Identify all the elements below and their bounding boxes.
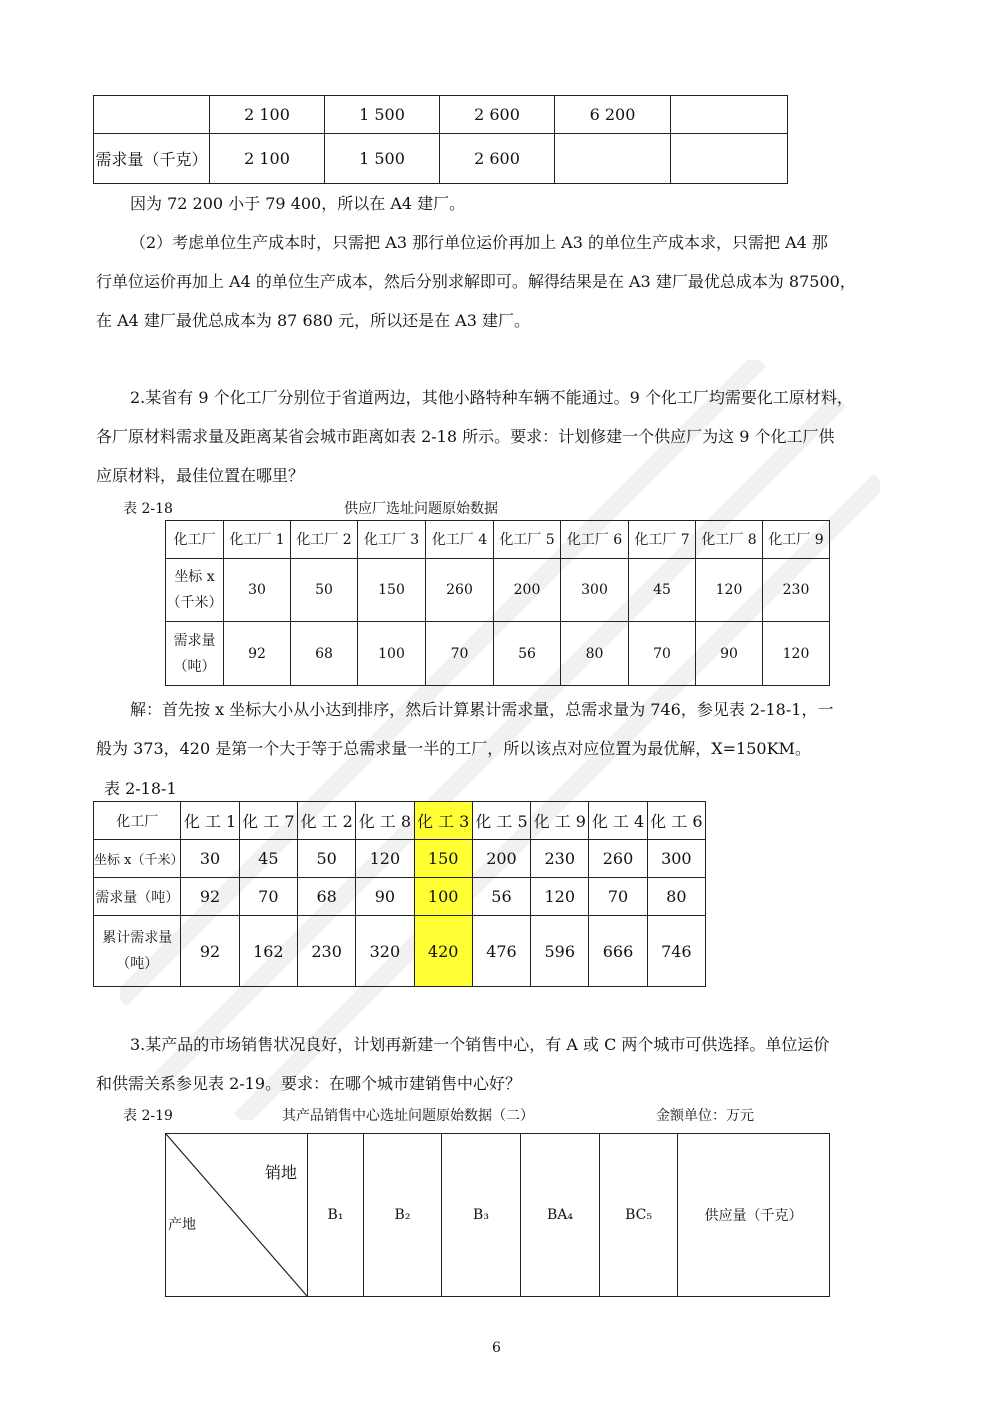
table-header-cell: 化工厂 1 xyxy=(224,521,291,559)
table-cell: 92 xyxy=(224,622,291,686)
table-cell: 92 xyxy=(181,916,239,987)
table-cell: 300 xyxy=(647,840,705,878)
table-header-cell: 化 工 1 xyxy=(181,802,239,840)
table-row xyxy=(94,878,706,916)
solution-line: 般为 373，420 是第一个大于等于总需求量一半的工厂，所以该点对应位置为最优解，X=150KM。 xyxy=(96,739,811,758)
table-row xyxy=(94,134,788,184)
table-cell: 92 xyxy=(181,878,239,916)
table-cell-highlighted: 150 xyxy=(414,840,472,878)
table-cell: 70 xyxy=(239,878,297,916)
table-header-cell: 化工厂 8 xyxy=(696,521,763,559)
question-3-line: 3.某产品的市场销售状况良好，计划再新建一个销售中心，有 A 或 C 两个城市可供选择。单位运价 xyxy=(130,1035,830,1054)
table-header-cell: 化 工 5 xyxy=(472,802,530,840)
table-cell: 6 200 xyxy=(555,96,671,134)
table-header-cell: 化 工 9 xyxy=(531,802,589,840)
row-label-demand xyxy=(166,622,224,686)
table-2-18 xyxy=(165,520,830,686)
table-cell: 70 xyxy=(426,622,494,686)
table-header-cell: 化工厂 3 xyxy=(358,521,426,559)
paragraph-line: 在 A4 建厂最优总成本为 87 680 元，所以还是在 A3 建厂。 xyxy=(96,311,530,330)
table-row xyxy=(94,916,706,987)
table-header-cell: 化工厂 6 xyxy=(561,521,629,559)
table-cell: 30 xyxy=(224,559,291,622)
table-header-cell: 化工厂 4 xyxy=(426,521,494,559)
table-header-cell: B₂ xyxy=(364,1134,442,1297)
table-header-cell: 化工厂 2 xyxy=(291,521,358,559)
diagonal-corner-cell xyxy=(166,1134,308,1297)
table-header-cell: BC₅ xyxy=(600,1134,678,1297)
table-cell: 2 600 xyxy=(440,96,555,134)
table-cell-highlighted: 100 xyxy=(414,878,472,916)
table-cell: 68 xyxy=(297,878,355,916)
table-header-cell: 化工厂 5 xyxy=(494,521,561,559)
table-cell: 300 xyxy=(561,559,629,622)
table-header-row xyxy=(94,802,706,840)
table-cell: 200 xyxy=(494,559,561,622)
table-cell: 需求量（千克） xyxy=(94,134,210,184)
table-cell: 1 500 xyxy=(325,96,440,134)
table-header-cell: B₁ xyxy=(308,1134,364,1297)
table-cell: 30 xyxy=(181,840,239,878)
row-label-line: 累计需求量 xyxy=(102,930,173,946)
page-number: 6 xyxy=(492,1340,501,1356)
table-header-cell: 化工厂 xyxy=(166,521,224,559)
table-2-19 xyxy=(165,1133,830,1297)
table-cell: 50 xyxy=(297,840,355,878)
table-row xyxy=(94,840,706,878)
table-row xyxy=(166,622,830,686)
table-cell: 200 xyxy=(472,840,530,878)
table-cell: 230 xyxy=(531,840,589,878)
row-label-coordinate xyxy=(166,559,224,622)
table-cell: 2 600 xyxy=(440,134,555,184)
solution-line: 解：首先按 x 坐标大小从小达到排序，然后计算累计需求量，总需求量为 746，参见表 2-18-1，一 xyxy=(130,700,834,719)
table-label: 表 2-18-1 xyxy=(104,779,177,798)
table-cell: 162 xyxy=(239,916,297,987)
table-cell: 90 xyxy=(696,622,763,686)
row-label-cumulative xyxy=(94,916,181,987)
table-cell: 70 xyxy=(589,878,647,916)
table-title: 供应厂选址问题原始数据 xyxy=(344,501,498,517)
table-cell: 150 xyxy=(358,559,426,622)
table-cell: 1 500 xyxy=(325,134,440,184)
table-cell: 80 xyxy=(647,878,705,916)
table-cell: 100 xyxy=(358,622,426,686)
table-cell: 90 xyxy=(356,878,414,916)
row-label-coordinate: 坐标 x（千米） xyxy=(94,840,181,878)
question-2-line: 2.某省有 9 个化工厂分别位于省道两边，其他小路特种车辆不能通过。9 个化工厂均需要化工原材料， xyxy=(130,388,853,407)
table-header-row xyxy=(166,521,830,559)
table-label: 表 2-19 xyxy=(123,1108,173,1124)
table-header-cell: 化 工 8 xyxy=(356,802,414,840)
paragraph-conclusion: 因为 72 200 小于 79 400，所以在 A4 建厂。 xyxy=(130,194,466,213)
table-header-cell: 化 工 2 xyxy=(297,802,355,840)
table-header-row xyxy=(166,1134,830,1297)
table-cell: 260 xyxy=(589,840,647,878)
question-2-line: 各厂原材料需求量及距离某省会城市距离如表 2-18 所示。要求：计划修建一个供应厂为这 9 个化工厂供 xyxy=(96,427,835,446)
table-cell: 666 xyxy=(589,916,647,987)
table-header-cell: 供应量（千克） xyxy=(678,1134,830,1297)
row-label-line: （千米） xyxy=(166,595,223,611)
table-cell: 746 xyxy=(647,916,705,987)
row-label-line: 需求量 xyxy=(173,632,216,649)
table-header-cell: 化工厂 xyxy=(94,802,181,840)
paragraph-line: （2）考虑单位生产成本时，只需把 A3 那行单位运价再加上 A3 的单位生产成本求，只需把 A4 那 xyxy=(130,233,828,252)
table-cell: 45 xyxy=(239,840,297,878)
table-cell xyxy=(555,134,671,184)
table-label: 表 2-18 xyxy=(123,501,173,517)
row-label-line: （吨） xyxy=(173,658,216,675)
table-cell: 260 xyxy=(426,559,494,622)
table-unit: 金额单位：万元 xyxy=(656,1108,754,1124)
table-cell: 70 xyxy=(629,622,696,686)
row-label-line: （吨） xyxy=(116,956,159,972)
corner-top-label: 销地 xyxy=(264,1163,297,1182)
table-cell: 2 100 xyxy=(210,134,325,184)
table-cell: 56 xyxy=(472,878,530,916)
question-2-line: 应原材料，最佳位置在哪里？ xyxy=(96,466,305,485)
table-row xyxy=(166,559,830,622)
table-cell: 230 xyxy=(297,916,355,987)
table-cell: 596 xyxy=(531,916,589,987)
table-header-cell: 化 工 4 xyxy=(589,802,647,840)
table-header-cell: 化 工 6 xyxy=(647,802,705,840)
table-title: 其产品销售中心选址问题原始数据（二） xyxy=(282,1108,534,1124)
row-label-line: 坐标 x xyxy=(174,569,215,585)
table-header-cell: 化 工 7 xyxy=(239,802,297,840)
table-cell: 120 xyxy=(696,559,763,622)
table-2-18-1 xyxy=(93,801,706,987)
table-cell: 120 xyxy=(531,878,589,916)
table-header-cell: B₃ xyxy=(442,1134,521,1297)
table-row xyxy=(94,96,788,134)
table-cell: 2 100 xyxy=(210,96,325,134)
table-cell xyxy=(671,134,788,184)
table-cell xyxy=(94,96,210,134)
table-cell: 120 xyxy=(763,622,830,686)
row-label-demand: 需求量（吨） xyxy=(94,878,181,916)
table-cell xyxy=(671,96,788,134)
table-header-cell-highlighted: 化 工 3 xyxy=(414,802,472,840)
table-cell: 476 xyxy=(472,916,530,987)
table-cell-highlighted: 420 xyxy=(414,916,472,987)
corner-bottom-label: 产地 xyxy=(168,1217,196,1233)
table-header-cell: 化工厂 9 xyxy=(763,521,830,559)
table-cell: 320 xyxy=(356,916,414,987)
table-header-cell: 化工厂 7 xyxy=(629,521,696,559)
table-top xyxy=(93,95,788,184)
table-cell: 80 xyxy=(561,622,629,686)
table-cell: 50 xyxy=(291,559,358,622)
table-cell: 120 xyxy=(356,840,414,878)
table-cell: 68 xyxy=(291,622,358,686)
paragraph-line: 行单位运价再加上 A4 的单位生产成本，然后分别求解即可。解得结果是在 A3 建厂最优总成本为 87500， xyxy=(96,272,856,291)
table-cell: 45 xyxy=(629,559,696,622)
table-cell: 230 xyxy=(763,559,830,622)
table-cell: 56 xyxy=(494,622,561,686)
table-header-cell: BA₄ xyxy=(521,1134,600,1297)
question-3-line: 和供需关系参见表 2-19。要求：在哪个城市建销售中心好？ xyxy=(96,1074,522,1093)
